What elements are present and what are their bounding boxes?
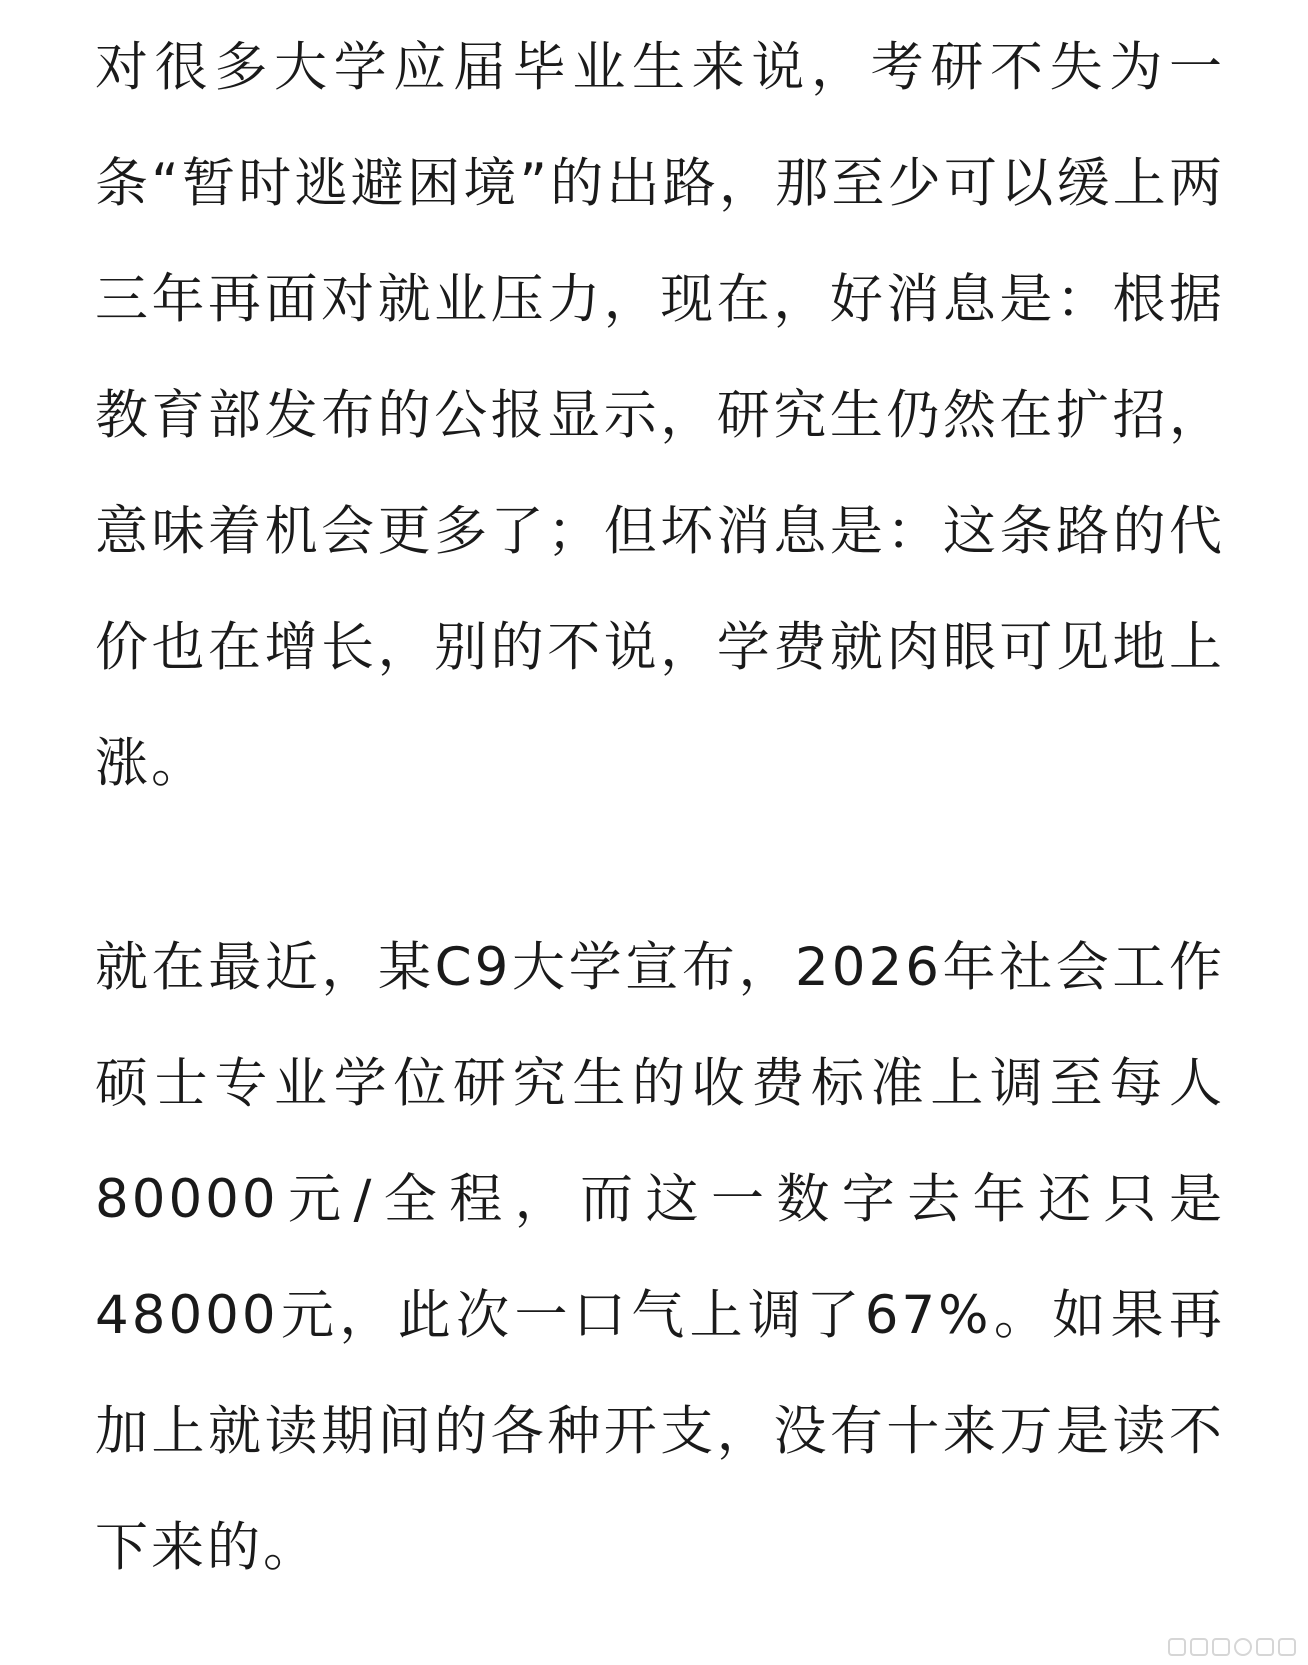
watermark-square-icon: [1256, 1638, 1274, 1656]
watermark-icon: [1168, 1635, 1296, 1659]
article-paragraph-1: 对很多大学应届毕业生来说，考研不失为一条“暂时逃避困境”的出路，那至少可以缓上两三年再面对就业压力，现在，好消息是：根据教育部发布的公报显示，研究生仍然在扩招，意味着机会更多了；但坏消息是：这条路的代价也在增长，别的不说，学费就肉眼可见地上涨。: [95, 37, 1225, 794]
article-paragraph-2: 就在最近，某C9大学宣布，2026年社会工作硕士专业学位研究生的收费标准上调至每人80000元/全程，而这一数字去年还只是48000元，此次一口气上调了67%。如果再加上就读期间的各种开支，没有十来万是读不下来的。: [95, 937, 1225, 1578]
watermark-square-icon: [1212, 1638, 1230, 1656]
watermark-square-icon: [1168, 1638, 1186, 1656]
watermark-square-icon: [1278, 1638, 1296, 1656]
watermark-circle-icon: [1234, 1638, 1252, 1656]
watermark-square-icon: [1190, 1638, 1208, 1656]
